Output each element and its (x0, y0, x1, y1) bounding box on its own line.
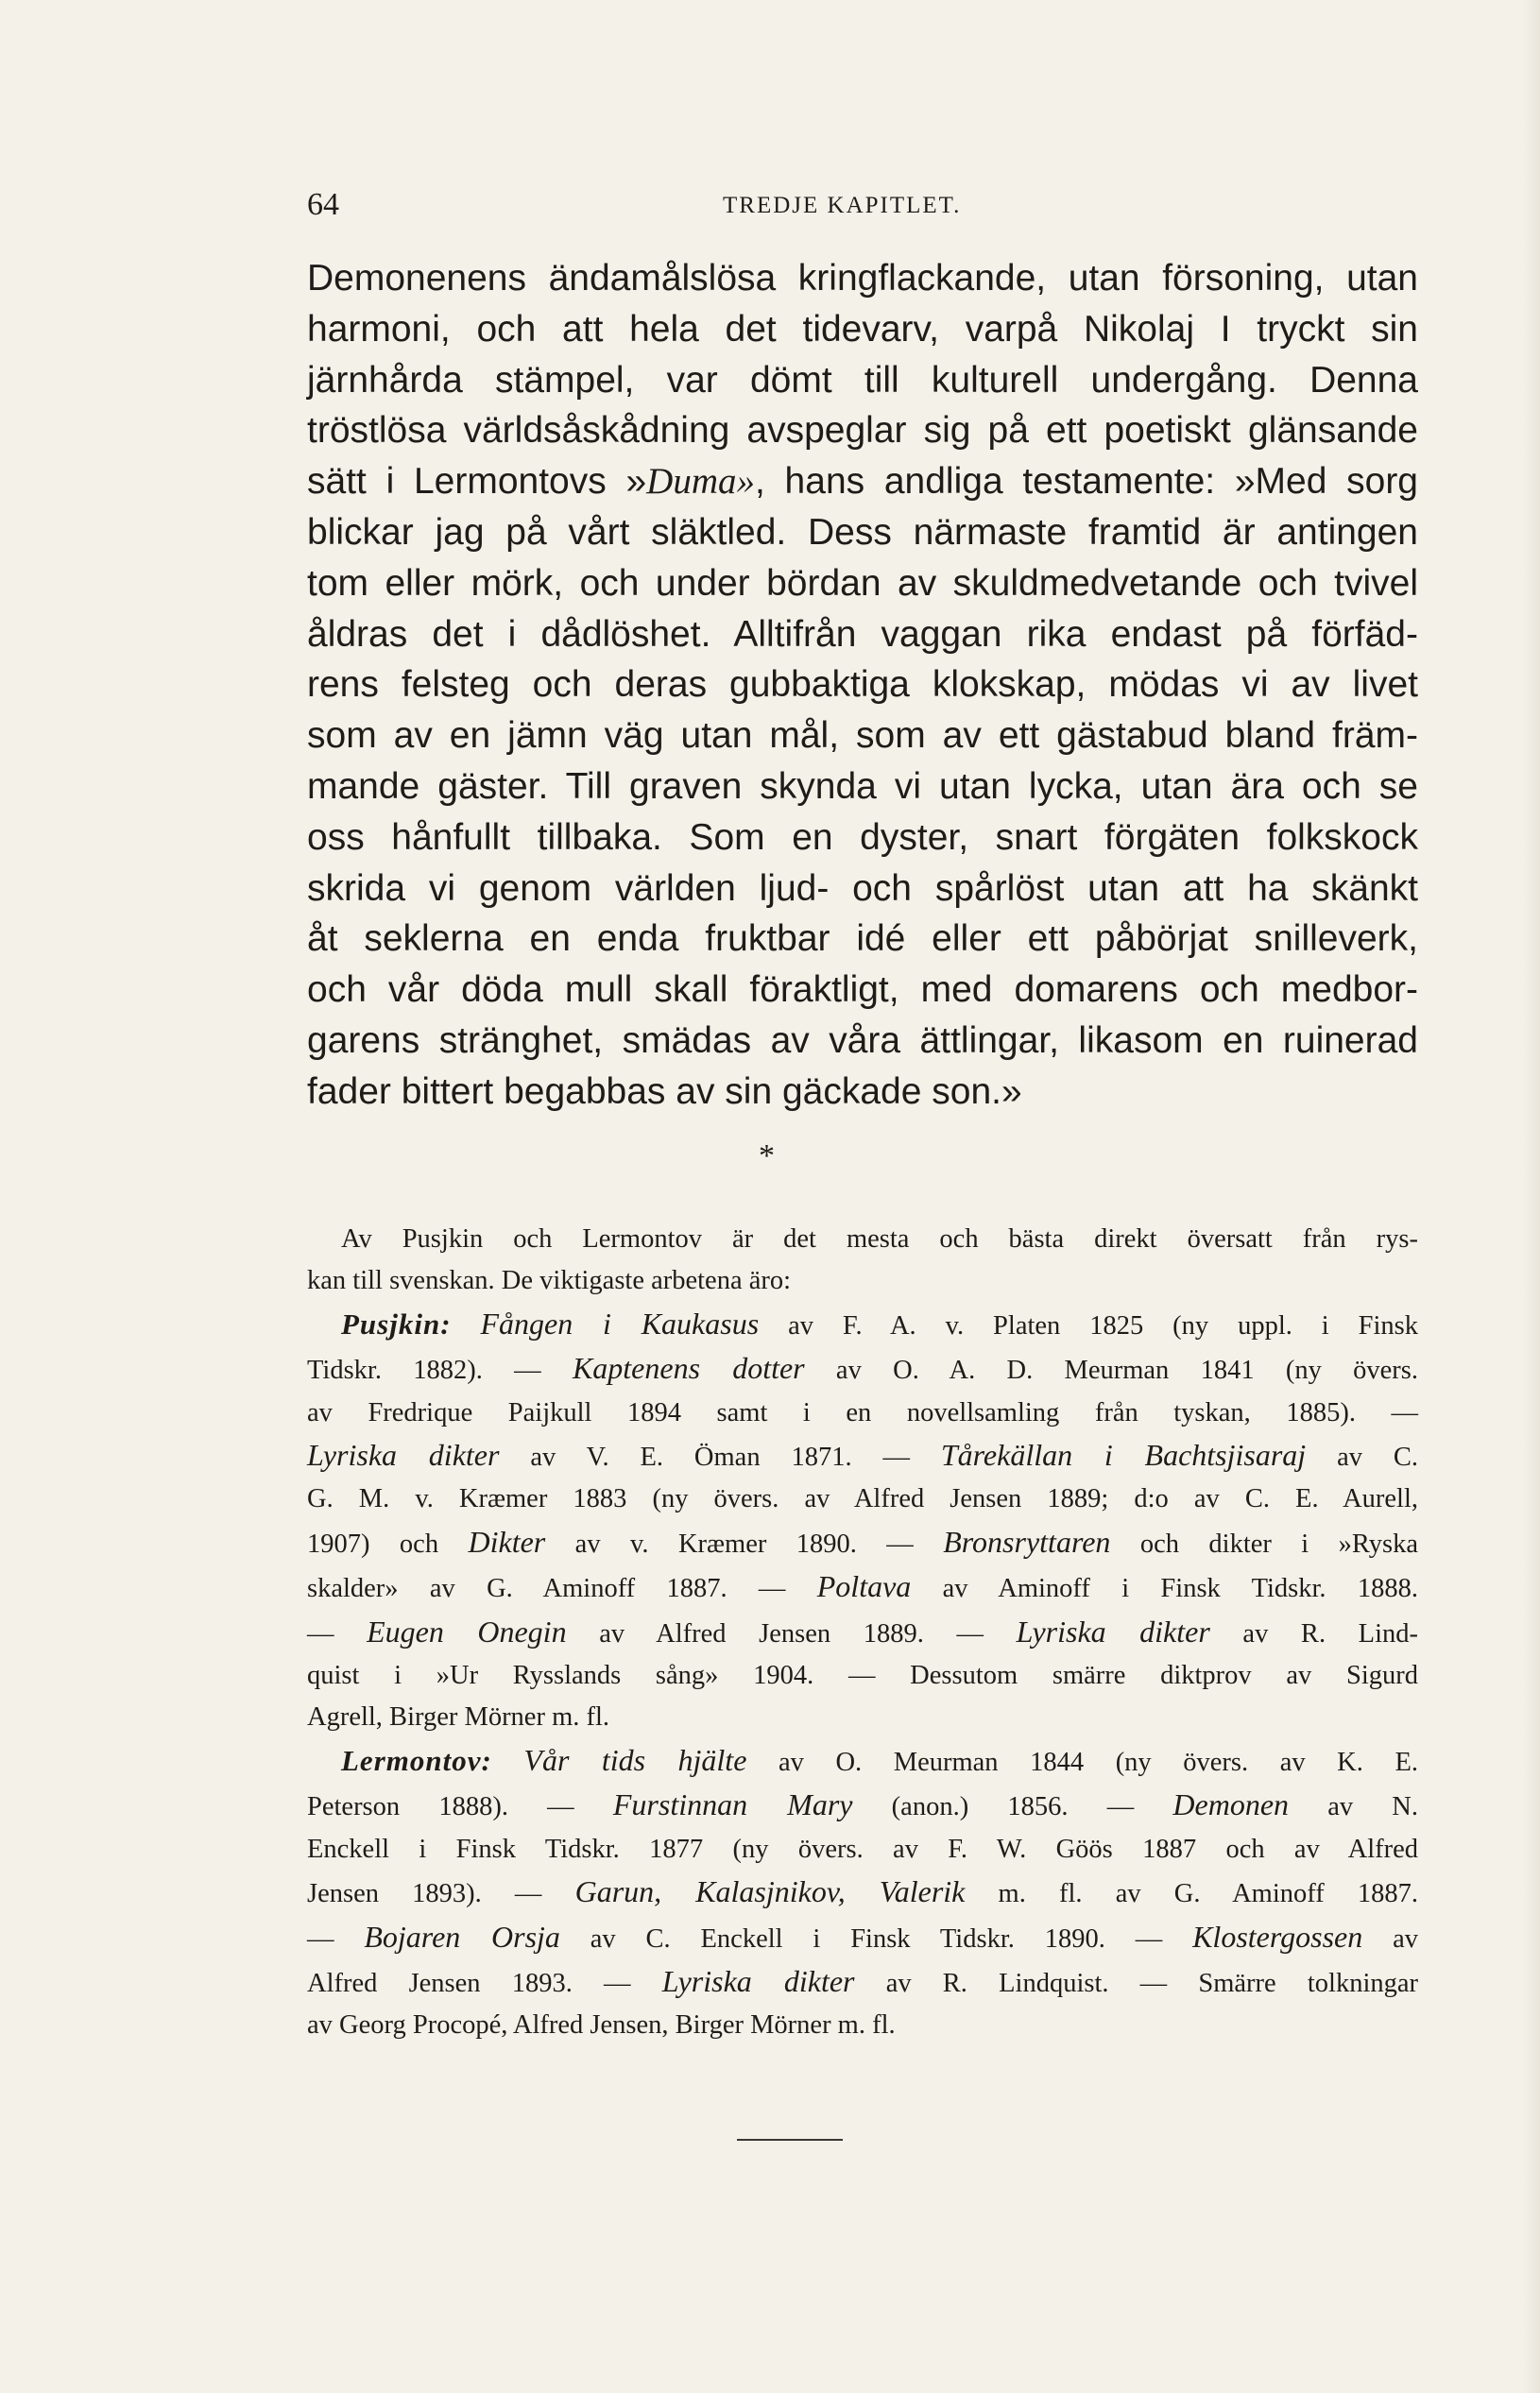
work-title: Klostergossen (1192, 1919, 1363, 1954)
work-title: Poltava (816, 1569, 912, 1604)
author-pusjkin: Pusjkin: (341, 1307, 452, 1341)
body-paragraph (307, 253, 1418, 1118)
title-duma: Duma» (646, 461, 755, 503)
work-title: Bronsryttaren (943, 1524, 1111, 1559)
work-title: Demonen (1172, 1787, 1290, 1822)
text-line: och vår döda mull skall föraktligt, med domarens och medbor- (307, 969, 1418, 1011)
text-fragment: , hans andliga testamente: »Med sorg (755, 461, 1418, 503)
text-line: blickar jag på vårt släktled. Dess närmaste framtid är antingen (307, 511, 1418, 553)
work-title: Vår tids hjälte (523, 1742, 747, 1777)
text-line: garens stränghet, smädas av våra ättlingar, likasom en ruinerad (307, 1019, 1418, 1061)
note-line: Peterson 1888). — Furstinnan Mary (anon.) 1856. — Demonen av N. (307, 1787, 1419, 1822)
note-line: — Bojaren Orsja av C. Enckell i Finsk Tidskr. 1890. — Klostergossen av (307, 1919, 1418, 1954)
page-header (307, 187, 1418, 225)
work-title: Garun, Kalasjnikov, Valerik (574, 1874, 966, 1909)
work-title: Fången i Kaukasus (480, 1306, 760, 1341)
note-line: 1907) och Dikter av v. Kræmer 1890. — Bronsryttaren och dikter i »Ryska (307, 1524, 1419, 1559)
note-line: Pusjkin: Fången i Kaukasus av F. A. v. Platen 1825 (ny uppl. i Finsk (341, 1306, 1418, 1341)
work-title: Lyriska dikter (307, 1438, 500, 1473)
text-fragment: sätt i Lermontovs » (307, 461, 647, 503)
work-title: Eugen Onegin (367, 1614, 567, 1649)
note-line: Agrell, Birger Mörner m. fl. (307, 1702, 610, 1733)
text-line: oss hånfullt tillbaka. Som en dyster, snart förgäten folkskock (307, 816, 1418, 858)
text-line: som av en jämn väg utan mål, som av ett gästabud bland främ- (307, 715, 1418, 757)
note-line: Alfred Jensen 1893. — Lyriska dikter av R. Lindquist. — Smärre tolkningar (307, 1963, 1419, 1998)
text-line: Demonenens ändamålslösa kringflackande, utan försoning, utan (307, 258, 1418, 299)
note-line: Av Pusjkin och Lermontov är det mesta och bästa direkt översatt från rys- (341, 1224, 1418, 1254)
bibliography-note (307, 1219, 1418, 2047)
text-line: harmoni, och att hela det tidevarv, varpå Nikolaj I tryckt sin (307, 308, 1418, 350)
text-line: åt seklerna en enda fruktbar idé eller ett påbörjat snilleverk, (307, 918, 1418, 960)
page-number: 64 (307, 187, 339, 222)
note-line: kan till svenskan. De viktigaste arbetena äro: (307, 1266, 792, 1296)
text-line: tröstlösa världsåskådning avspeglar sig på ett poetiskt glänsande (307, 410, 1418, 452)
text-line (307, 456, 1418, 507)
note-line: Tidskr. 1882). — Kaptenens dotter av O. A. D. Meurman 1841 (ny övers. (307, 1351, 1419, 1386)
note-line: skalder» av G. Aminoff 1887. — Poltava av Aminoff i Finsk Tidskr. 1888. (307, 1569, 1418, 1604)
note-line: Jensen 1893). — Garun, Kalasjnikov, Valerik m. fl. av G. Aminoff 1887. (307, 1874, 1419, 1909)
text-line: skrida vi genom världen ljud- och spårlöst utan att ha skänkt (307, 867, 1418, 909)
text-line: mande gäster. Till graven skynda vi utan lycka, utan ära och se (307, 765, 1418, 807)
note-line: av Fredrique Paijkull 1894 samt i en novellsamling från tyskan, 1885). — (307, 1397, 1418, 1427)
work-title: Kaptenens dotter (572, 1351, 805, 1386)
work-title: Lyriska dikter (1016, 1614, 1210, 1649)
author-lermontov: Lermontov: (341, 1743, 492, 1777)
note-line: Lyriska dikter av V. E. Öman 1871. — Tårekällan i Bachtsjisaraj av C. (307, 1438, 1418, 1473)
note-line: quist i »Ur Rysslands sång» 1904. — Dessutom smärre diktprov av Sigurd (307, 1661, 1418, 1691)
text-line: åldras det i dådlöshet. Alltifrån vaggan rika endast på förfäd- (307, 613, 1418, 655)
work-title: Bojaren Orsja (364, 1919, 560, 1954)
text-line: fader bittert begabbas av sin gäckade son.» (307, 1070, 1022, 1112)
text-line: tom eller mörk, och under bördan av skuldmedvetande och tvivel (307, 562, 1418, 604)
note-line: — Eugen Onegin av Alfred Jensen 1889. — Lyriska dikter av R. Lind- (307, 1614, 1419, 1649)
work-title: Tårekällan i Bachtsjisaraj (940, 1438, 1307, 1473)
work-title: Dikter (468, 1524, 546, 1559)
work-title: Lyriska dikter (661, 1963, 855, 1998)
end-rule (737, 2139, 843, 2141)
note-line: G. M. v. Kræmer 1883 (ny övers. av Alfred Jensen 1889; d:o av C. E. Aurell, (307, 1484, 1418, 1514)
text-line: rens felsteg och deras gubbaktiga klokskap, mödas vi av livet (307, 664, 1418, 706)
page-edge-shadow (1523, 0, 1540, 2393)
note-line: Lermontov: Vår tids hjälte av O. Meurman 1844 (ny övers. av K. E. (341, 1742, 1418, 1777)
section-separator: * (759, 1138, 775, 1173)
running-head: TREDJE KAPITLET. (723, 193, 962, 218)
note-line: av Georg Procopé, Alfred Jensen, Birger Mörner m. fl. (307, 2010, 896, 2041)
text-line: järnhårda stämpel, var dömt till kulturell undergång. Denna (307, 359, 1418, 401)
work-title: Furstinnan Mary (612, 1787, 853, 1822)
note-line: Enckell i Finsk Tidskr. 1877 (ny övers. av F. W. Göös 1887 och av Alfred (307, 1834, 1418, 1864)
